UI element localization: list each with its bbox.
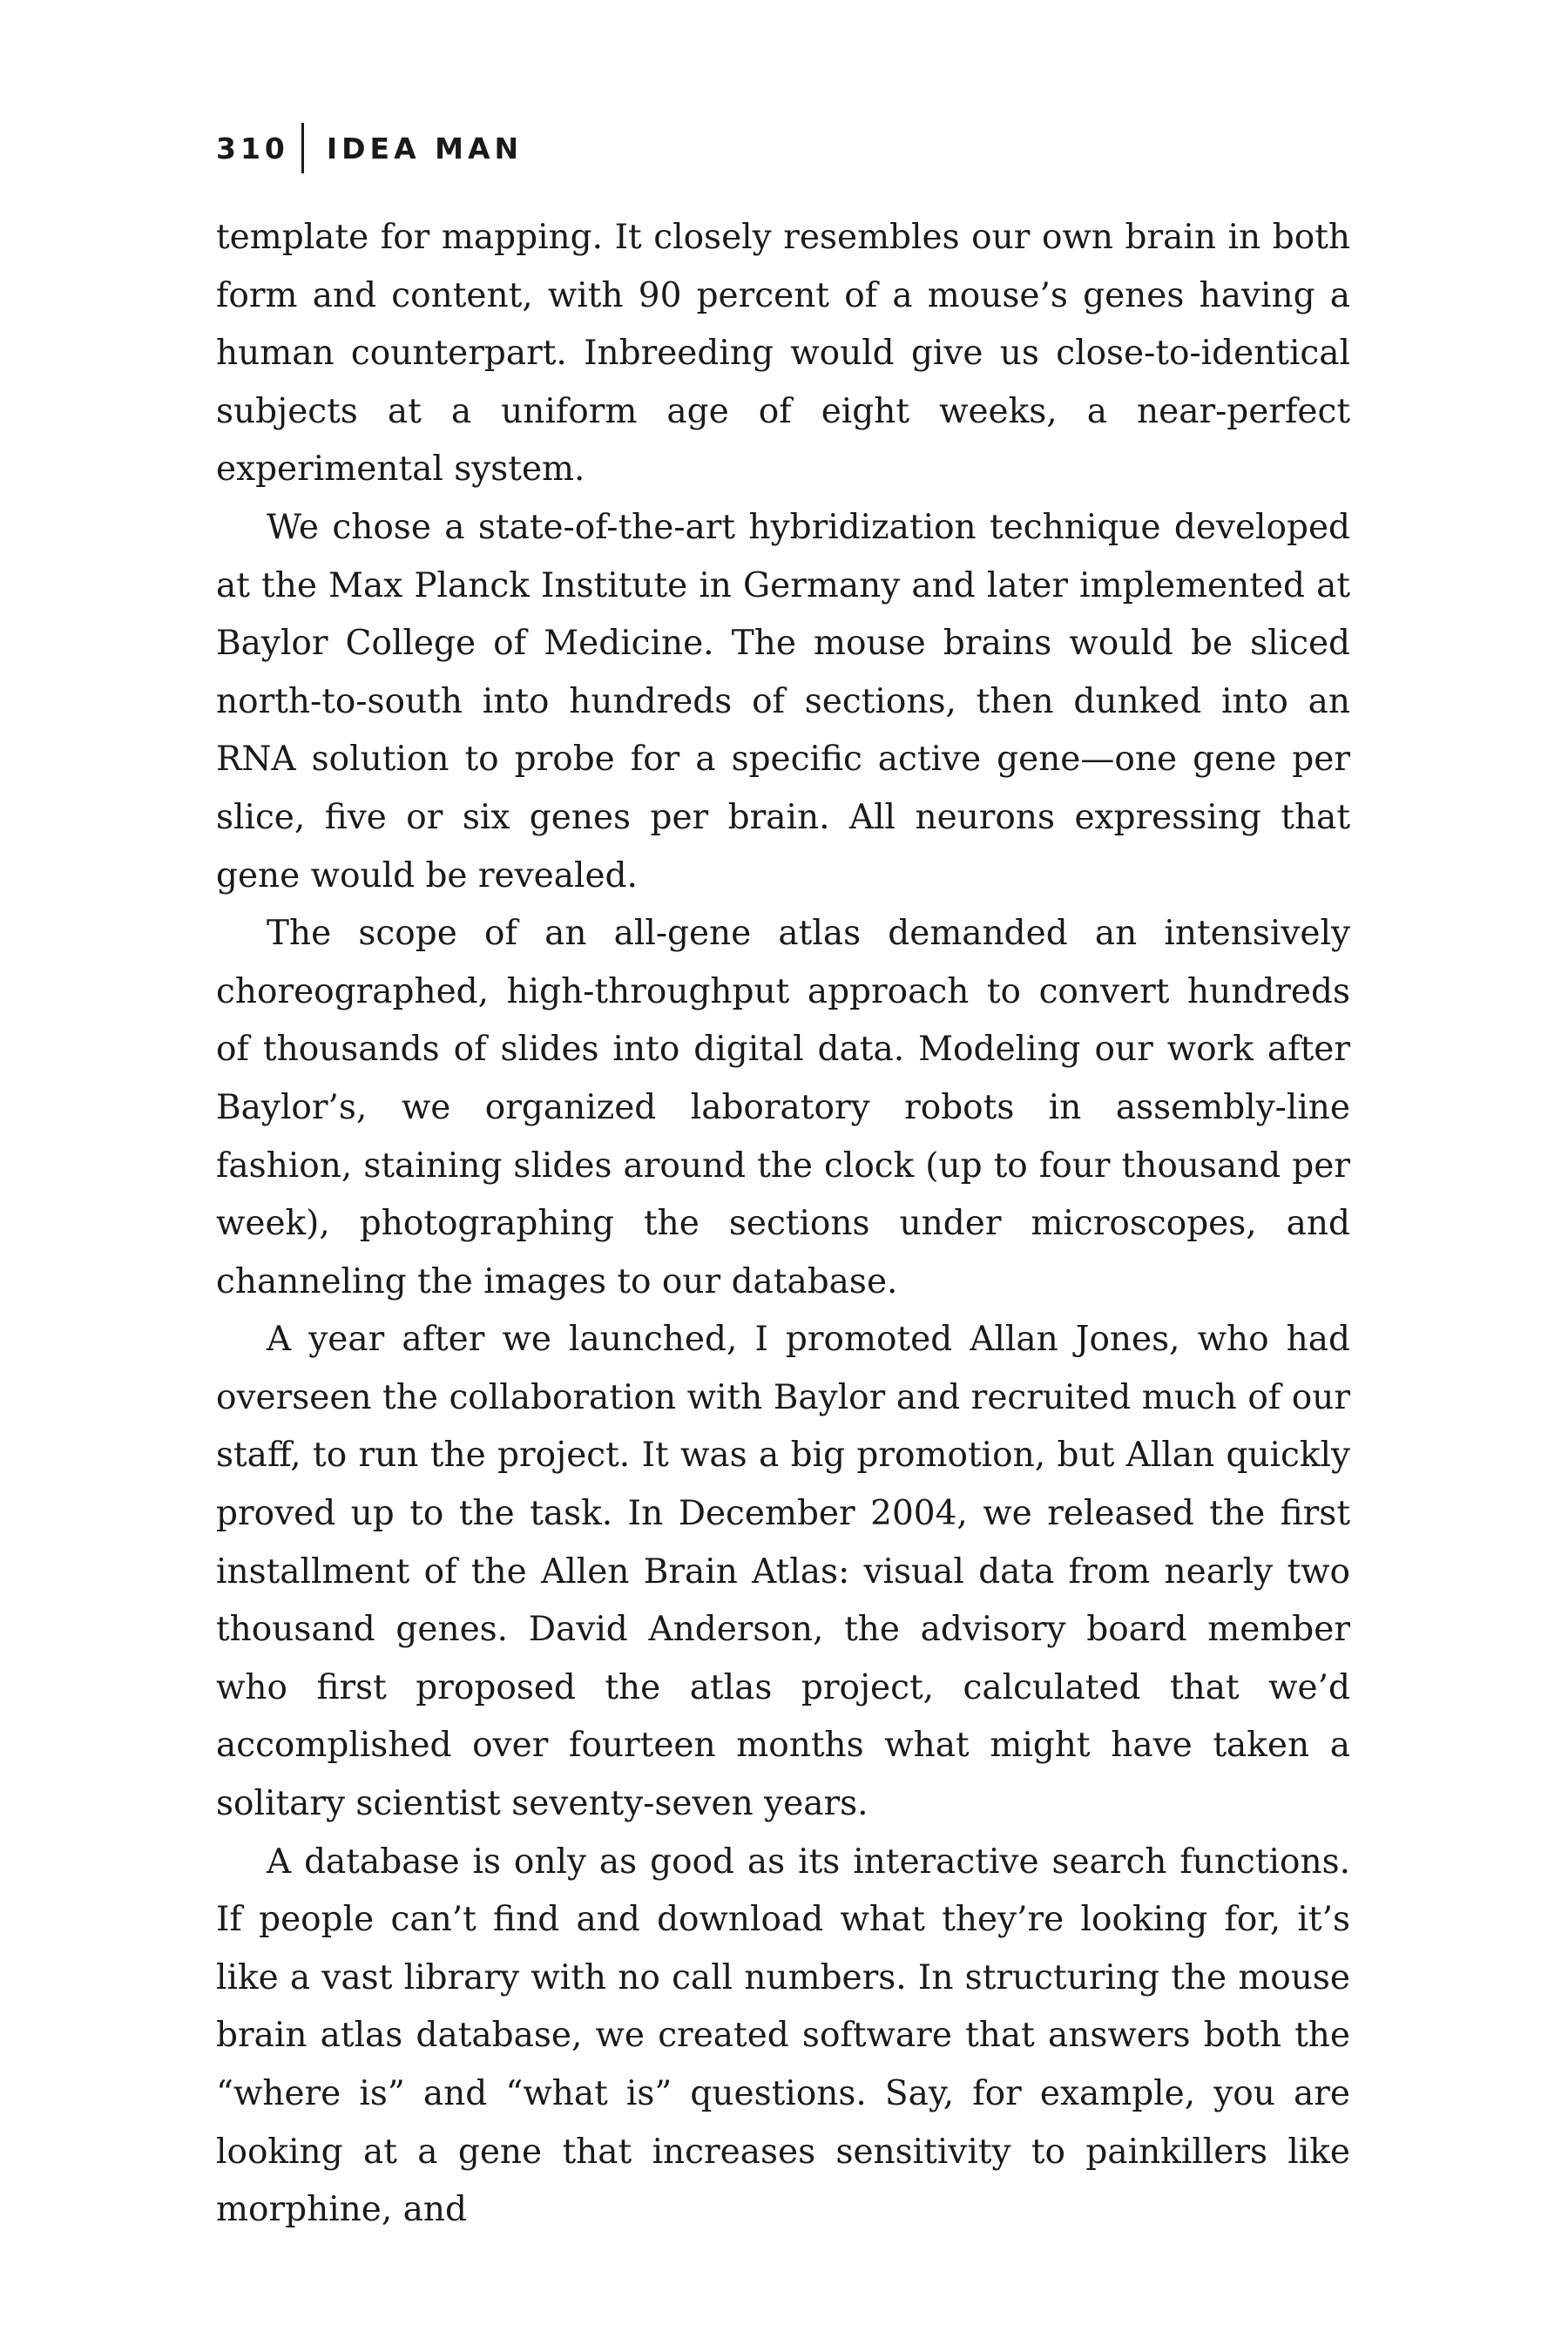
paragraph-continued: template for mapping. It closely resembles our own brain in both form and content, with 90 percent of a mouse’s genes having a human counterpart. Inbreeding would give us close-to-identical subjects at a uniform age of eight weeks, a near-perfect experimental system. [216, 218, 1350, 490]
body-text [216, 209, 1350, 2240]
book-title: IDEA MAN [326, 131, 524, 166]
paragraph: We chose a state-of-the-art hybridization technique developed at the Max Planck Institute in Germany and later implemented at Baylor College of Medicine. The mouse brains would be sliced north-to-south into hundreds of sections, then dunked into an RNA solution to probe for a specific active gene—one gene per slice, five or six genes per brain. All neurons expressing that gene would be revealed. [216, 507, 1350, 896]
header-divider [301, 123, 304, 173]
running-head [216, 122, 523, 174]
paragraph: A year after we launched, I promoted Allan Jones, who had overseen the collaboration with Baylor and recruited much of our staff, to run the project. It was a big promotion, but Allan quickly proved up to the task. In December 2004, we released the first installment of the Allen Brain Atlas: visual data from nearly two thousand genes. David Anderson, the advisory board member who first proposed the atlas project, calculated that we’d accomplished over fourteen months what might have taken a solitary scientist seventy-seven years. [216, 1320, 1350, 1824]
paragraph: A database is only as good as its interactive search functions. If people can’t find and download what they’re looking for, it’s like a vast library with no call numbers. In structuring the mouse brain atlas database, we created software that answers both the “where is” and “what is” questions. Say, for example, you are looking at a gene that increases sensitivity to painkillers like morphine, and [216, 1842, 1350, 2230]
paragraph: The scope of an all-gene atlas demanded an intensively choreographed, high-throughput approach to convert hundreds of thousands of slides into digital data. Modeling our work after Baylor’s, we organized laboratory robots in assembly-line fashion, staining slides around the clock (up to four thousand per week), photographing the sections under microscopes, and channeling the images to our database. [216, 914, 1350, 1301]
page-number: 310 [216, 131, 289, 166]
